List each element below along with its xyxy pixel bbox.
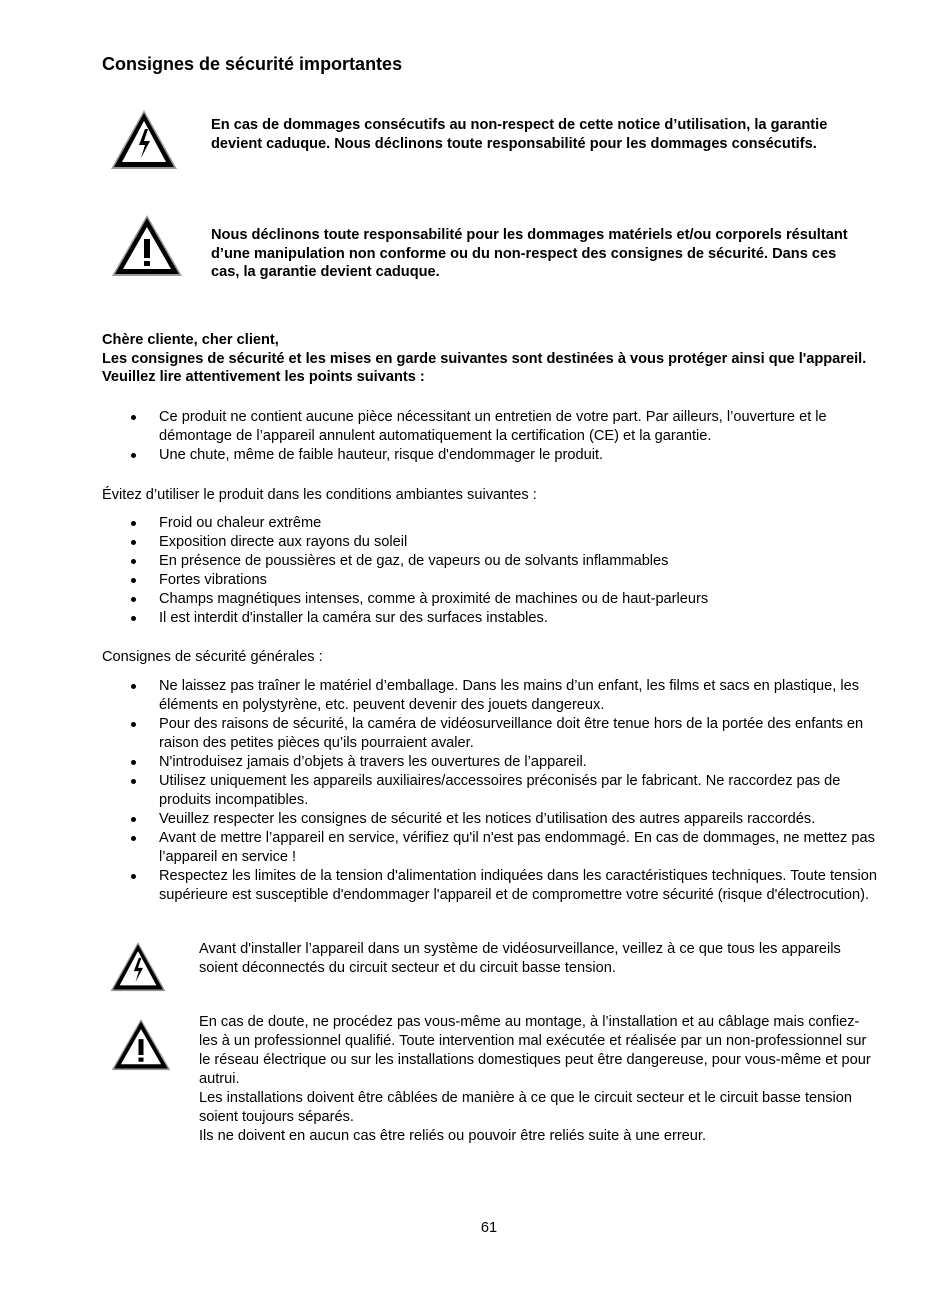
page-title: Consignes de sécurité importantes bbox=[102, 54, 403, 74]
list-item: Une chute, même de faible hauteur, risque d'endommager le produit. bbox=[130, 446, 890, 465]
separation-warning-text: Les installations doivent être câblées de manière à ce que le circuit secteur et le circuit basse tension soient toujours séparés. bbox=[199, 1090, 853, 1125]
list-item: Respectez les limites de la tension d'alimentation indiquées dans les caractéristiques techniques. Toute tension supérieure est susceptible d'endommager l'appareil et de compromettre votre sécurité (risque d'électrocution). bbox=[130, 867, 890, 905]
list-item: Ce produit ne contient aucune pièce nécessitant un entretien de votre part. Par ailleurs, l’ouverture et le démontage de l’appareil annulent automatiquement la certification (CE) et la garantie. bbox=[130, 408, 890, 446]
list-item: Il est interdit d'installer la caméra sur des surfaces instables. bbox=[130, 609, 890, 628]
list-item: Champs magnétiques intenses, comme à proximité de machines ou de haut-parleurs bbox=[130, 590, 890, 609]
list-item: Avant de mettre l’appareil en service, vérifiez qu'il n'est pas endommagé. En cas de dommages, ne mettez pas l’appareil en service ! bbox=[130, 829, 890, 867]
intro-text: Les consignes de sécurité et les mises en garde suivantes sont destinées à vous protéger ainsi que l'appareil. Veuillez lire attentivement les points suivants : bbox=[102, 350, 867, 386]
ambient-conditions-list bbox=[130, 514, 890, 628]
list-item: Pour des raisons de sécurité, la caméra de vidéosurveillance doit être tenue hors de la portée des enfants en raison des petites pièces qu’ils pourraient avaler. bbox=[130, 715, 890, 753]
warning-text-1: En cas de dommages consécutifs au non-respect de cette notice d’utilisation, la garantie devient caduque. Nous déclinons toute responsabilité pour les dommages consécutifs. bbox=[211, 117, 828, 152]
list-item: Exposition directe aux rayons du soleil bbox=[130, 533, 890, 552]
professional-warning-text: En cas de doute, ne procédez pas vous-même au montage, à l’installation et au câblage mais confiez-les à un professionnel qualifié. Toute intervention mal exécutée et réalisée par un non-professionnel sur le réseau électrique ou sur les installations domestiques peut être dangereuse, pour vous-même et pour autrui. bbox=[199, 1014, 871, 1087]
greeting: Chère cliente, cher client, bbox=[102, 332, 279, 348]
intro-block bbox=[102, 331, 892, 387]
list-item: Fortes vibrations bbox=[130, 571, 890, 590]
warning-text-2: Nous déclinons toute responsabilité pour les dommages matériels et/ou corporels résultant d’une manipulation non conforme ou du non-respect des consignes de sécurité. Dans ces cas, la garantie devient caduque. bbox=[211, 227, 848, 281]
list-item: Veuillez respecter les consignes de sécurité et les notices d’utilisation des autres appareils raccordés. bbox=[130, 810, 890, 829]
list-item: Ne laissez pas traîner le matériel d’emballage. Dans les mains d’un enfant, les films et sacs en plastique, les éléments en polystyrène, etc. peuvent devenir des jouets dangereux. bbox=[130, 677, 890, 715]
professional-warning-block bbox=[199, 1013, 871, 1146]
installation-warning-text: Avant d'installer l’appareil dans un système de vidéosurveillance, veillez à ce que tous les appareils soient déconnectés du circuit secteur et du circuit basse tension. bbox=[199, 941, 841, 976]
list-item: N'introduisez jamais d’objets à travers les ouvertures de l’appareil. bbox=[130, 753, 890, 772]
connection-warning-text: Ils ne doivent en aucun cas être reliés ou pouvoir être reliés suite à une erreur. bbox=[199, 1128, 707, 1144]
electric-hazard-icon bbox=[108, 107, 180, 173]
ambient-heading: Évitez d’utiliser le produit dans les conditions ambiantes suivantes : bbox=[102, 487, 537, 503]
general-safety-list bbox=[130, 677, 890, 905]
exclamation-warning-icon bbox=[110, 213, 184, 279]
exclamation-warning-icon bbox=[110, 1017, 172, 1073]
product-notes-list bbox=[130, 408, 890, 465]
page-number: 61 bbox=[480, 1220, 498, 1236]
list-item: En présence de poussières et de gaz, de vapeurs ou de solvants inflammables bbox=[130, 552, 890, 571]
list-item: Utilisez uniquement les appareils auxiliaires/accessoires préconisés par le fabricant. Ne raccordez pas de produits incompatibles. bbox=[130, 772, 890, 810]
list-item: Froid ou chaleur extrême bbox=[130, 514, 890, 533]
electric-hazard-icon bbox=[108, 939, 168, 995]
general-heading: Consignes de sécurité générales : bbox=[102, 649, 323, 665]
